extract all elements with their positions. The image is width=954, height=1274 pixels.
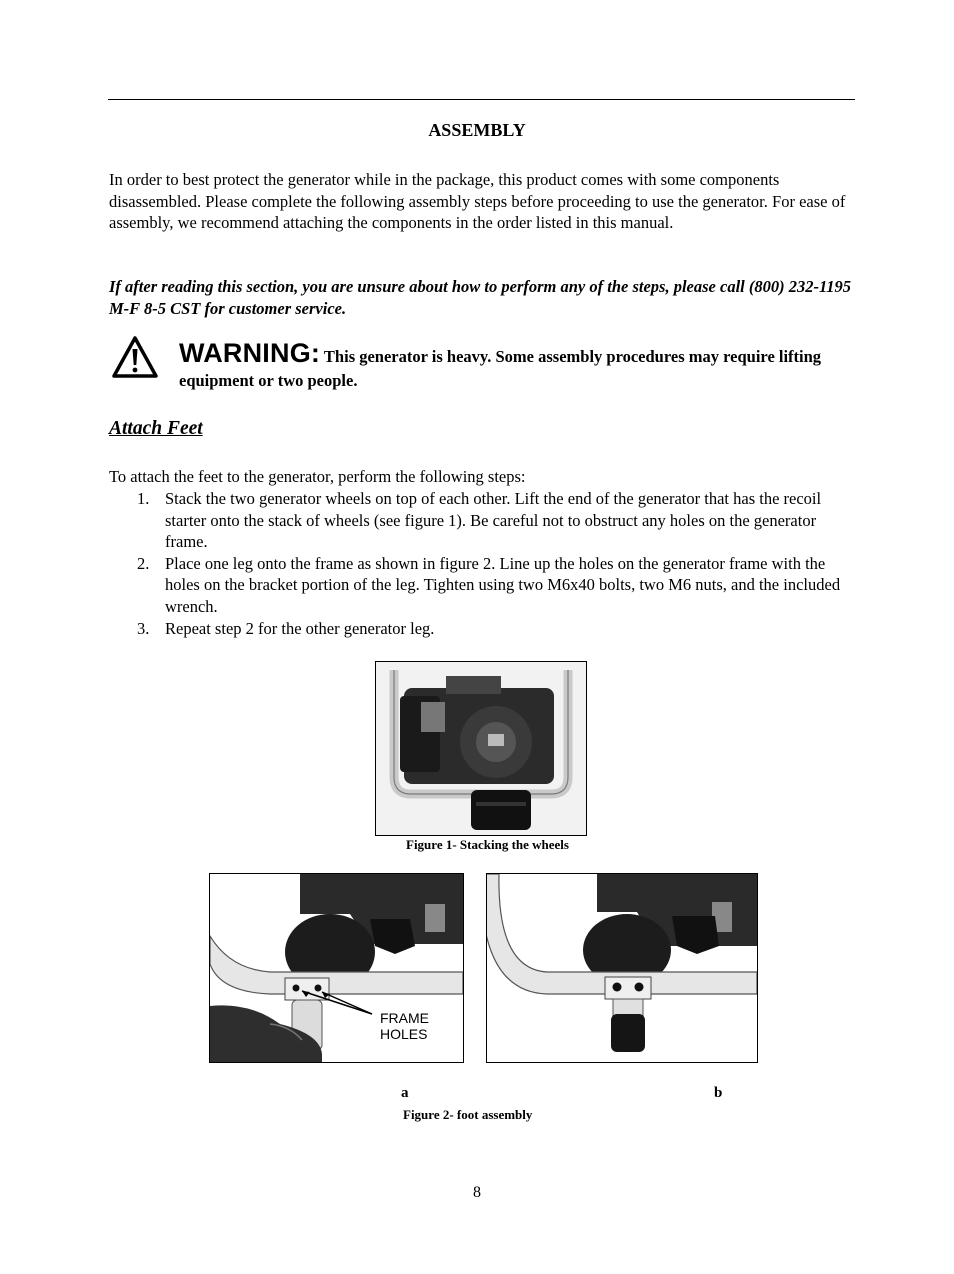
step-number: 3. bbox=[137, 618, 150, 638]
steps-intro: To attach the feet to the generator, perform the following steps: bbox=[109, 467, 526, 486]
header-rule bbox=[108, 99, 855, 100]
warning-message bbox=[179, 338, 859, 393]
attach-feet-heading: Attach Feet bbox=[109, 418, 203, 439]
section-title: ASSEMBLY bbox=[428, 120, 526, 140]
frame-holes-label-line1: FRAME bbox=[380, 1010, 429, 1026]
step-item bbox=[109, 618, 855, 640]
figure2-label-a: a bbox=[401, 1085, 409, 1101]
intro-paragraph: In order to best protect the generator while in the package, this product comes with some components disassembled. Please complete the following assembly steps before proceeding to use the generator. For ease of assembly, we recommend attaching the components in the order listed in this manual. bbox=[109, 170, 846, 233]
page-number: 8 bbox=[473, 1184, 481, 1201]
service-note: If after reading this section, you are unsure about how to perform any of the steps, please call (800) 232-1195 M-F 8-5 CST for customer service. bbox=[109, 277, 852, 318]
step-text: Place one leg onto the frame as shown in figure 2. Line up the holes on the generator frame with the holes on the bracket portion of the leg. Tighten using two M6x40 bolts, two M6 nuts, and the included wrench. bbox=[165, 553, 841, 616]
step-text: Repeat step 2 for the other generator leg. bbox=[165, 618, 435, 638]
step-number: 1. bbox=[137, 489, 150, 508]
figure1-caption: Figure 1- Stacking the wheels bbox=[406, 837, 569, 852]
step-item bbox=[109, 488, 855, 553]
step-item bbox=[109, 553, 855, 618]
figure1-image bbox=[375, 661, 587, 836]
warning-label: WARNING: bbox=[179, 338, 321, 368]
figure2-caption: Figure 2- foot assembly bbox=[403, 1107, 533, 1122]
frame-holes-label-line2: HOLES bbox=[380, 1026, 428, 1042]
step-text: Stack the two generator wheels on top of each other. Lift the end of the generator that has the recoil starter onto the stack of wheels (see figure 1). Be careful not to obstruct any holes on the generator frame. bbox=[165, 489, 822, 552]
steps-list bbox=[109, 488, 855, 639]
figure2a-image bbox=[209, 873, 464, 1063]
figure2b-image bbox=[486, 873, 758, 1063]
warning-text: This generator is heavy. Some assembly procedures may require lifting equipment or two people. bbox=[179, 347, 822, 390]
step-number: 2. bbox=[137, 553, 150, 573]
warning-triangle-icon bbox=[111, 335, 159, 379]
figure2-label-b: b bbox=[714, 1085, 723, 1101]
